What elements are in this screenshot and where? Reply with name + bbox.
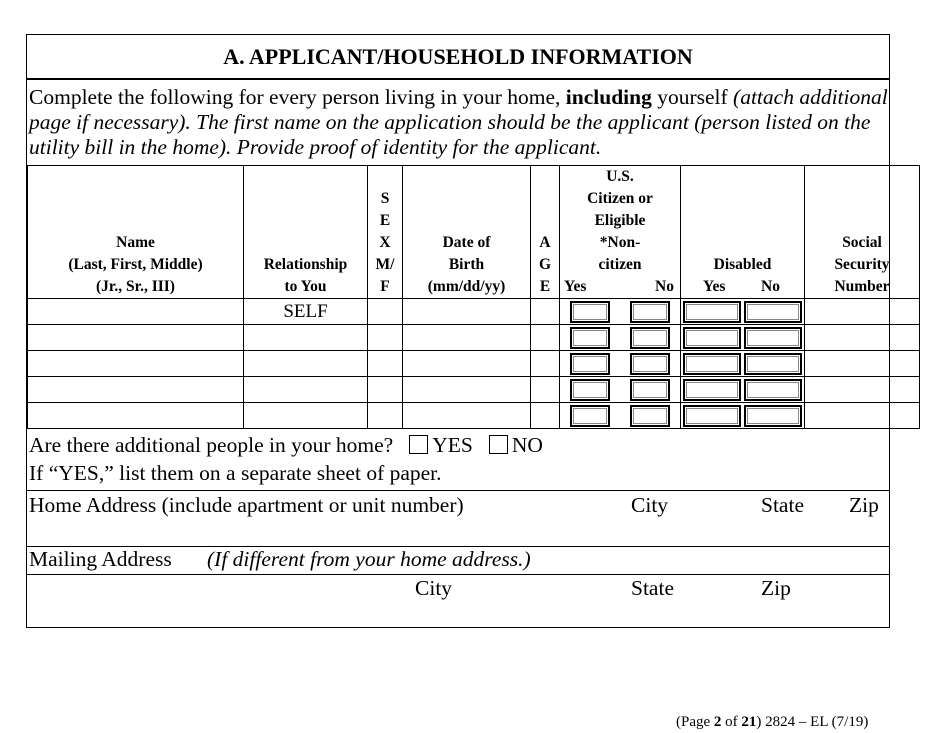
applicant-household-form	[26, 34, 890, 628]
age-cell[interactable]	[531, 377, 560, 403]
footer-page-prefix: (Page	[676, 714, 714, 730]
disabled-yes-checkbox[interactable]	[683, 327, 741, 349]
ssn-cell[interactable]	[805, 325, 920, 351]
disabled-yes-no-labels	[681, 276, 804, 298]
citizen-cell	[560, 351, 681, 377]
name-header-line2: (Last, First, Middle)	[68, 256, 203, 273]
disabled-cell	[681, 325, 805, 351]
citizen-header-line5: citizen	[598, 256, 642, 273]
dob-cell[interactable]	[403, 351, 531, 377]
citizen-yes-checkbox[interactable]	[570, 301, 610, 323]
citizen-no-checkbox[interactable]	[630, 353, 670, 375]
mailing-state-label: State	[631, 576, 674, 600]
table-row	[28, 351, 920, 377]
citizen-header-line1: U.S.	[606, 168, 634, 185]
name-cell[interactable]	[28, 403, 244, 429]
section-title: A. APPLICANT/HOUSEHOLD INFORMATION	[27, 35, 889, 80]
disabled-yes-checkbox[interactable]	[683, 301, 741, 323]
footer-of: of	[721, 714, 742, 730]
age-header-e: E	[539, 278, 551, 295]
age-header-g: G	[538, 256, 552, 273]
additional-people-question: Are there additional people in your home?	[29, 433, 394, 457]
sex-header-e: E	[379, 212, 391, 229]
citizen-header-line4: *Non-	[599, 234, 641, 251]
dob-cell[interactable]	[403, 403, 531, 429]
relationship-header-line2: to You	[284, 278, 327, 295]
ssn-cell[interactable]	[805, 351, 920, 377]
disabled-yes-checkbox[interactable]	[683, 405, 741, 427]
citizen-yes-checkbox[interactable]	[570, 379, 610, 401]
citizen-cell	[560, 299, 681, 325]
disabled-no-checkbox[interactable]	[744, 379, 802, 401]
relationship-cell[interactable]	[244, 377, 368, 403]
disabled-cell	[681, 403, 805, 429]
citizen-no-label: No	[655, 278, 674, 295]
disabled-cell	[681, 351, 805, 377]
footer-form-id: ) 2824 – EL (7/19)	[756, 714, 869, 730]
sex-column-header	[368, 166, 403, 299]
table-row	[28, 299, 920, 325]
relationship-header-line1: Relationship	[263, 256, 348, 273]
dob-header-line2: Birth	[448, 256, 485, 273]
name-cell[interactable]	[28, 377, 244, 403]
dob-cell[interactable]	[403, 377, 531, 403]
disabled-yes-checkbox[interactable]	[683, 353, 741, 375]
sex-header-m: M/	[375, 256, 395, 273]
name-cell[interactable]	[28, 325, 244, 351]
table-row	[28, 377, 920, 403]
mailing-address-label: Mailing Address	[29, 547, 172, 571]
household-members-table	[27, 165, 920, 429]
yes-checkbox[interactable]	[409, 435, 428, 454]
additional-people-note: If “YES,” list them on a separate sheet of paper.	[29, 461, 442, 485]
ssn-cell[interactable]	[805, 403, 920, 429]
sex-cell[interactable]	[368, 299, 403, 325]
dob-cell[interactable]	[403, 299, 531, 325]
age-cell[interactable]	[531, 403, 560, 429]
disabled-yes-label: Yes	[703, 278, 726, 295]
page-footer	[676, 714, 868, 731]
name-header-line1: Name	[116, 234, 155, 251]
citizen-column-header	[560, 166, 681, 299]
age-header-a: A	[539, 234, 551, 251]
table-row	[28, 325, 920, 351]
no-label: NO	[511, 433, 543, 457]
home-address-label: Home Address (include apartment or unit number)	[29, 493, 464, 517]
mailing-zip-label: Zip	[761, 576, 791, 600]
dob-column-header	[403, 166, 531, 299]
citizen-yes-checkbox[interactable]	[570, 353, 610, 375]
mailing-address-header	[27, 547, 889, 575]
instructions-text	[29, 85, 889, 160]
citizen-cell	[560, 377, 681, 403]
intro-part1: Complete the following for every person living in your home,	[29, 85, 566, 109]
age-cell[interactable]	[531, 351, 560, 377]
ssn-cell[interactable]	[805, 377, 920, 403]
disabled-no-checkbox[interactable]	[744, 353, 802, 375]
sex-cell[interactable]	[368, 377, 403, 403]
name-header-line3: (Jr., Sr., III)	[96, 278, 175, 295]
footer-page-number: 2	[713, 714, 722, 730]
home-city-label: City	[631, 493, 669, 517]
sex-header-x: X	[379, 234, 391, 251]
disabled-no-checkbox[interactable]	[744, 327, 802, 349]
name-column-header	[28, 166, 244, 299]
citizen-no-checkbox[interactable]	[630, 327, 670, 349]
dob-cell[interactable]	[403, 325, 531, 351]
intro-part2: yourself	[651, 85, 734, 109]
citizen-yes-checkbox[interactable]	[570, 327, 610, 349]
relationship-cell[interactable]	[244, 351, 368, 377]
citizen-header-line3: Eligible	[594, 212, 646, 229]
sex-cell[interactable]	[368, 325, 403, 351]
home-state-label: State	[761, 493, 804, 517]
ssn-cell[interactable]	[805, 299, 920, 325]
mailing-address-field[interactable]	[27, 575, 889, 627]
citizen-cell	[560, 403, 681, 429]
intro-bold: including	[565, 85, 652, 109]
intro-italic: (attach additional page if necessary). The first name on the application should be the applicant (person listed on the utility bill in the home). Provide proof of identity for the applicant.	[29, 85, 888, 159]
additional-people-section	[27, 427, 889, 491]
no-checkbox[interactable]	[489, 435, 508, 454]
ssn-column-header	[805, 166, 920, 299]
relationship-cell[interactable]	[244, 403, 368, 429]
disabled-column-header	[681, 166, 805, 299]
citizen-yes-label: Yes	[564, 278, 587, 295]
age-cell[interactable]	[531, 325, 560, 351]
age-column-header	[531, 166, 560, 299]
sex-cell[interactable]	[368, 351, 403, 377]
relationship-cell[interactable]: SELF	[244, 299, 368, 325]
disabled-no-label: No	[761, 278, 780, 295]
disabled-header: Disabled	[713, 256, 772, 273]
sex-header-s: S	[380, 190, 390, 207]
table-header-row	[28, 166, 920, 299]
ssn-header-line2: Security	[834, 256, 890, 273]
name-cell[interactable]	[28, 299, 244, 325]
disabled-cell	[681, 299, 805, 325]
sex-cell[interactable]	[368, 403, 403, 429]
name-cell[interactable]	[28, 351, 244, 377]
disabled-cell	[681, 377, 805, 403]
dob-header-line3: (mm/dd/yy)	[427, 278, 506, 295]
citizen-header-line2: Citizen or	[587, 190, 653, 207]
footer-page-total: 21	[741, 714, 757, 730]
mailing-address-note: (If different from your home address.)	[207, 547, 531, 571]
disabled-yes-checkbox[interactable]	[683, 379, 741, 401]
ssn-header-line1: Social	[842, 234, 882, 251]
age-cell[interactable]	[531, 299, 560, 325]
disabled-no-checkbox[interactable]	[744, 405, 802, 427]
citizen-no-checkbox[interactable]	[630, 379, 670, 401]
home-zip-label: Zip	[849, 493, 879, 517]
table-row	[28, 403, 920, 429]
citizen-cell	[560, 325, 681, 351]
sex-header-f: F	[380, 278, 390, 295]
citizen-no-checkbox[interactable]	[630, 405, 670, 427]
ssn-header-line3: Number	[834, 278, 890, 295]
disabled-no-checkbox[interactable]	[744, 301, 802, 323]
home-address-field[interactable]	[27, 491, 889, 547]
relationship-cell[interactable]	[244, 325, 368, 351]
dob-header-line1: Date of	[442, 234, 491, 251]
yes-label: YES	[432, 433, 473, 457]
citizen-yes-no-labels	[560, 276, 680, 298]
mailing-city-label: City	[415, 576, 453, 600]
relationship-column-header	[244, 166, 368, 299]
citizen-no-checkbox[interactable]	[630, 301, 670, 323]
citizen-yes-checkbox[interactable]	[570, 405, 610, 427]
